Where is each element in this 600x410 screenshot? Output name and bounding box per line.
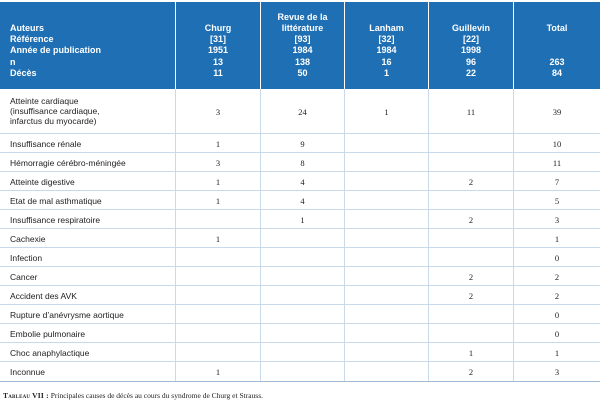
cell-value: 3 (554, 215, 560, 225)
row-label: Rupture d’anévrysme aortique (10, 310, 124, 320)
table-row (0, 134, 600, 153)
table-row (0, 89, 600, 134)
cell-value: 11 (552, 158, 562, 168)
row-label: Accident des AVK (10, 291, 77, 301)
cell-value: 4 (300, 196, 305, 206)
cell-value: 1 (215, 234, 221, 244)
cell-value: 2 (468, 177, 474, 187)
row-label: Hémorragie cérébro-méningée (10, 158, 126, 168)
table-bottom-rule (0, 381, 600, 382)
cell-value: 3 (554, 367, 560, 377)
header-label-annee: Année de publication (10, 45, 102, 55)
cell-value: 1 (215, 367, 221, 377)
cell-value: 3 (215, 107, 221, 117)
row-label: Insuffisance rénale (10, 139, 82, 149)
table-row (0, 229, 600, 248)
row-label: Insuffisance respiratoire (10, 215, 101, 225)
cell-value: 2 (468, 272, 474, 282)
header-label-auteurs: Auteurs (10, 23, 45, 33)
cell-value: 0 (554, 310, 560, 320)
table-row (0, 343, 600, 362)
row-label: Atteinte digestive (10, 177, 75, 187)
caption-text: Principales causes de décès au cours du syndrome de Churg et Strauss. (50, 391, 263, 400)
cell-value: 1 (554, 348, 560, 358)
cell-value: 0 (554, 253, 560, 263)
header-label-n: n (10, 57, 16, 67)
header-label-deces: Décès (10, 68, 37, 78)
row-label: Cachexie (10, 234, 46, 244)
header-label-column (0, 2, 175, 89)
header-col-revue: Revue de la littérature [93] 1984 138 50 (277, 12, 328, 78)
row-label: Etat de mal asthmatique (10, 196, 102, 206)
cell-value: 2 (468, 215, 474, 225)
table-row (0, 286, 600, 305)
cell-value: 1 (300, 215, 305, 225)
cell-value: 1 (215, 139, 221, 149)
caption-tag: Tableau VII : (3, 391, 49, 400)
cell-value: 9 (300, 139, 305, 149)
cell-value: 1 (215, 196, 221, 206)
cell-value: 1 (215, 177, 221, 187)
cell-value: 2 (468, 291, 474, 301)
table-row (0, 153, 600, 172)
cell-value: 0 (554, 329, 560, 339)
cell-value: 8 (300, 158, 305, 168)
header-col-total: Total 263 84 (546, 23, 568, 78)
row-label: Cancer (10, 272, 38, 282)
cell-value: 3 (215, 158, 221, 168)
cell-value: 4 (300, 177, 305, 187)
cell-value: 39 (552, 107, 562, 117)
cell-value: 5 (554, 196, 560, 206)
table-row (0, 210, 600, 229)
cell-value: 1 (468, 348, 474, 358)
table-row (0, 362, 600, 381)
row-label: Embolie pulmonaire (10, 329, 86, 339)
table-row (0, 172, 600, 191)
cell-value: 2 (554, 272, 560, 282)
row-label-line2: (insuffisance cardiaque, (10, 106, 100, 116)
cell-value: 7 (554, 177, 560, 187)
table-row (0, 324, 600, 343)
cell-value: 2 (468, 367, 474, 377)
row-label: Atteinte cardiaque (10, 96, 79, 106)
cell-value: 10 (552, 139, 562, 149)
header-col-guillevin: Guillevin [22] 1998 96 22 (451, 23, 490, 78)
cell-value: 1 (554, 234, 560, 244)
cell-value: 1 (384, 107, 389, 117)
header-col-churg: Churg [31] 1951 13 11 (204, 23, 232, 78)
row-label: Infection (10, 253, 43, 263)
table-row (0, 305, 600, 324)
cell-value: 11 (466, 107, 476, 117)
table-header (0, 2, 600, 89)
cell-value: 24 (298, 107, 307, 117)
table-caption (3, 391, 263, 400)
table-row (0, 191, 600, 210)
table-row (0, 248, 600, 267)
table-row (0, 267, 600, 286)
header-label-reference: Référence (10, 34, 54, 44)
row-label: Inconnue (10, 367, 45, 377)
row-label: Choc anaphylactique (10, 348, 90, 358)
header-col-lanham: Lanham [32] 1984 16 1 (369, 23, 404, 78)
row-label-line3: infarctus du myocarde) (10, 116, 97, 126)
cell-value: 2 (554, 291, 560, 301)
